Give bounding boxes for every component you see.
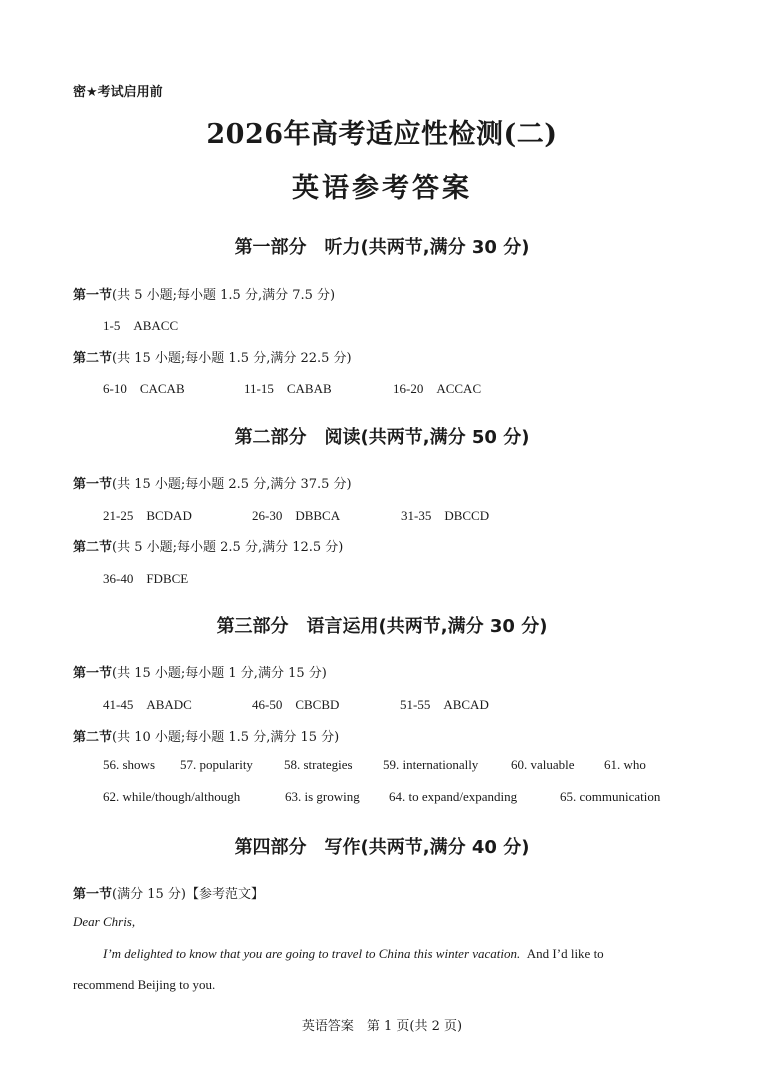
letter-line-1: [103, 946, 604, 962]
part1-sec1-header: [73, 284, 335, 303]
answer-group: 11-15 CABAB: [244, 381, 332, 396]
part2-sec2-header: [73, 536, 343, 555]
part2-sec1-header: [73, 473, 352, 492]
section-head: 第一节: [73, 666, 113, 681]
part3-sec2-header: [73, 726, 339, 745]
fill-answer: 56. shows: [103, 757, 156, 772]
page-title: 2026年高考适应性检测(二): [206, 119, 558, 150]
page-subtitle: 英语参考答案: [292, 173, 472, 204]
answer-group: 36-40 FDBCE: [103, 571, 189, 586]
answer-group: 31-35 DBCCD: [401, 508, 490, 523]
section-head: 第一节: [73, 477, 113, 492]
section-info: (共 10 小题;每小题 1.5 分,满分 15 分): [112, 730, 340, 745]
page-footer: 英语答案 第 1 页(共 2 页): [301, 1019, 463, 1034]
answer-group: 16-20 ACCAC: [393, 381, 482, 396]
fill-answer: 57. popularity: [180, 757, 253, 772]
fill-answer: 60. valuable: [511, 757, 575, 772]
answer-group: 26-30 DBBCA: [252, 508, 341, 523]
section-info: (满分 15 分)【参考范文】: [112, 887, 264, 902]
part4-title: 第四部分 写作(共两节,满分 40 分): [234, 837, 530, 858]
answer-group: 6-10 CACAB: [103, 381, 185, 396]
section-info: (共 15 小题;每小题 1.5 分,满分 22.5 分): [112, 351, 352, 366]
section-info: (共 15 小题;每小题 1 分,满分 15 分): [112, 666, 327, 681]
section-head: 第二节: [73, 351, 113, 366]
section-head: 第一节: [73, 288, 113, 303]
fill-answer: 62. while/though/although: [103, 789, 241, 804]
section-info: (共 15 小题;每小题 2.5 分,满分 37.5 分): [112, 477, 352, 492]
section-info: (共 5 小题;每小题 1.5 分,满分 7.5 分): [112, 288, 336, 303]
letter-text-italic: I’m delighted to know that you are going to travel to China this winter vacation.: [103, 946, 521, 961]
fill-answer: 65. communication: [560, 789, 661, 804]
fill-answer: 61. who: [604, 757, 646, 772]
answer-group: 46-50 CBCBD: [252, 697, 340, 712]
fill-answer: 63. is growing: [285, 789, 360, 804]
part3-sec1-header: [73, 662, 327, 681]
section-head: 第二节: [73, 730, 113, 745]
part1-sec2-header: [73, 347, 352, 366]
letter-text: And I’d like to: [526, 946, 604, 961]
answer-group: 41-45 ABADC: [103, 697, 192, 712]
answer-group: 1-5 ABACC: [103, 318, 179, 333]
answer-group: 51-55 ABCAD: [400, 697, 489, 712]
fill-answer: 59. internationally: [383, 757, 479, 772]
part4-sec1-header: [73, 883, 264, 902]
part3-title: 第三部分 语言运用(共两节,满分 30 分): [216, 616, 548, 637]
section-head: 第二节: [73, 540, 113, 555]
fill-answer: 58. strategies: [284, 757, 353, 772]
secret-label: 密★考试启用前: [73, 85, 163, 100]
letter-line-2: recommend Beijing to you.: [73, 977, 216, 992]
fill-answer: 64. to expand/expanding: [389, 789, 518, 804]
answer-group: 21-25 BCDAD: [103, 508, 192, 523]
section-info: (共 5 小题;每小题 2.5 分,满分 12.5 分): [112, 540, 344, 555]
letter-salutation: Dear Chris,: [73, 914, 136, 929]
part2-title: 第二部分 阅读(共两节,满分 50 分): [234, 427, 530, 448]
part1-title: 第一部分 听力(共两节,满分 30 分): [234, 237, 530, 258]
section-head: 第一节: [73, 887, 113, 902]
